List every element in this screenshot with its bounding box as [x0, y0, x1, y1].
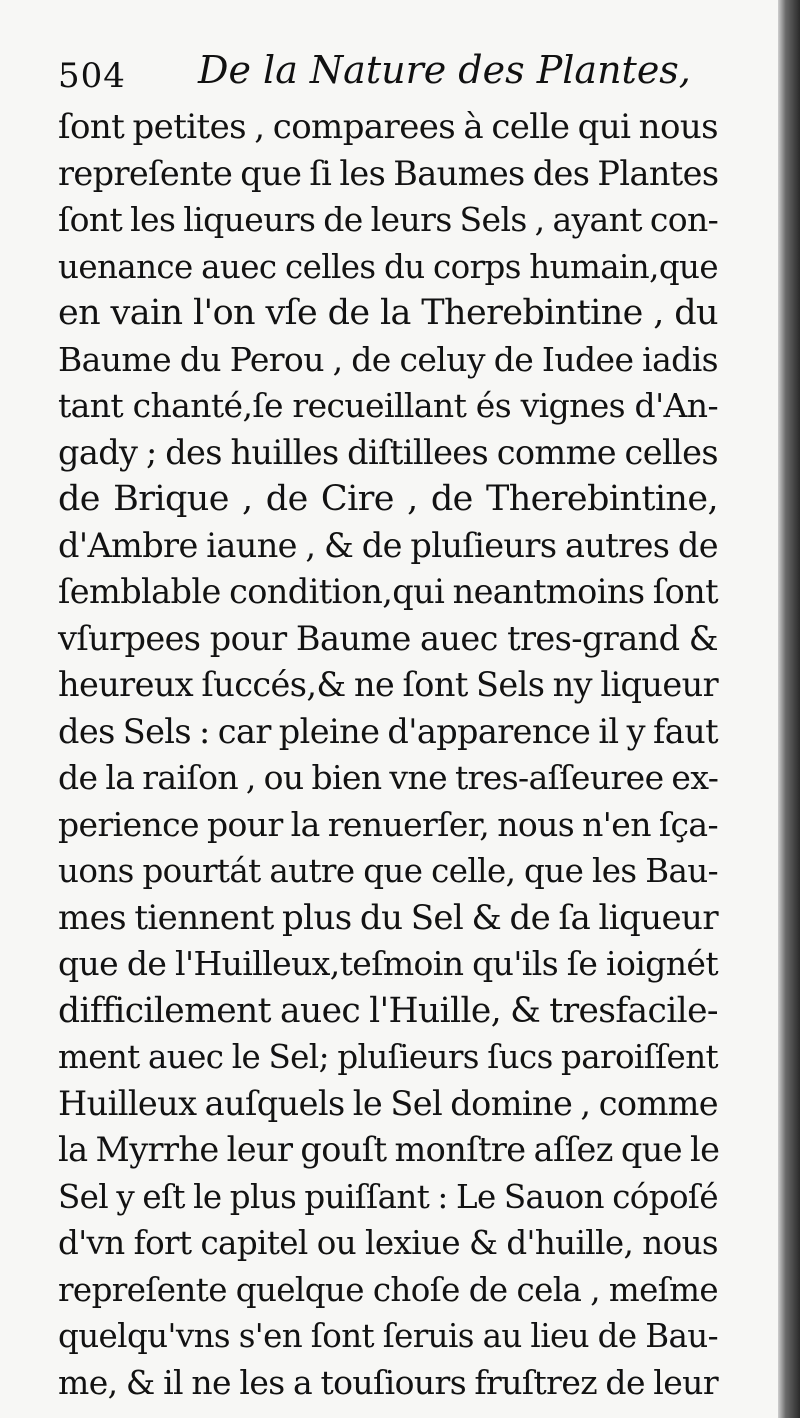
text-line: d'Ambre iaune , & de pluſieurs autres de [58, 525, 718, 565]
body-text [58, 104, 718, 1406]
text-line: repreſente que ſi les Baumes des Plantes [58, 153, 719, 193]
text-line: difficilement auec l'Huille, & tresfacile- [58, 990, 718, 1031]
text-line: Baume du Perou , de celuy de Iudee iadis [58, 339, 718, 379]
text-line: ſont les liqueurs de leurs Sels , ayant con- [58, 200, 719, 239]
text-line: gady ; des huilles diſtillees comme celles [58, 432, 718, 472]
text-line: des Sels : car pleine d'apparence il y faut [58, 711, 718, 751]
text-line: de Brique , de Cire , de Therebintine, [58, 479, 718, 519]
text-line: vſurpees pour Baume auec tres-grand & [58, 618, 718, 658]
text-line: en vain l'on vſe de la Therebintine , du [58, 293, 718, 333]
text-line: uenance auec celles du corps humain,que [58, 247, 718, 286]
text-line: que de l'Huilleux,teſmoin qu'ils ſe ioignét [58, 944, 718, 983]
page-number: 504 [58, 56, 126, 96]
text-line: la Myrrhe leur gouſt monſtre aſſez que le [58, 1130, 720, 1169]
text-line: Sel y eſt le plus puiſſant : Le Sauon cópoſé [58, 1177, 718, 1216]
running-title: De la Nature des Plantes, [198, 48, 691, 92]
text-line: me, & il ne les a touſiours fruſtrez de leur [58, 1362, 718, 1402]
text-line: perience pour la renuerſer, nous n'en ſça- [58, 804, 718, 844]
text-line: ment auec le Sel; pluſieurs ſucs paroiſſent [58, 1038, 718, 1076]
text-line: ſemblable condition,qui neantmoins ſont [58, 572, 718, 611]
text-line: de la raiſon , ou bien vne tres-aſſeuree ex- [58, 758, 719, 797]
text-line: tant chanté,ſe recueillant és vignes d'An- [58, 386, 718, 425]
text-line: quelqu'vns s'en ſont ſeruis au lieu de Bau- [58, 1317, 718, 1355]
text-line: repreſente quelque choſe de cela , meſme [58, 1270, 718, 1309]
text-line: heureux ſuccés,& ne ſont Sels ny liqueur [58, 665, 718, 704]
text-line: ſont petites , comparees à celle qui nous [58, 107, 718, 147]
text-line: d'vn fort capitel ou lexiue & d'huille, nous [58, 1224, 718, 1262]
text-line: mes tiennent plus du Sel & de ſa liqueur [58, 897, 718, 938]
page-edge-shadow [778, 0, 800, 1418]
text-line: Huilleux auſquels le Sel domine , comme [58, 1083, 718, 1123]
page-header [58, 44, 718, 108]
text-line: uons pourtát autre que celle, que les Bau- [58, 852, 718, 890]
